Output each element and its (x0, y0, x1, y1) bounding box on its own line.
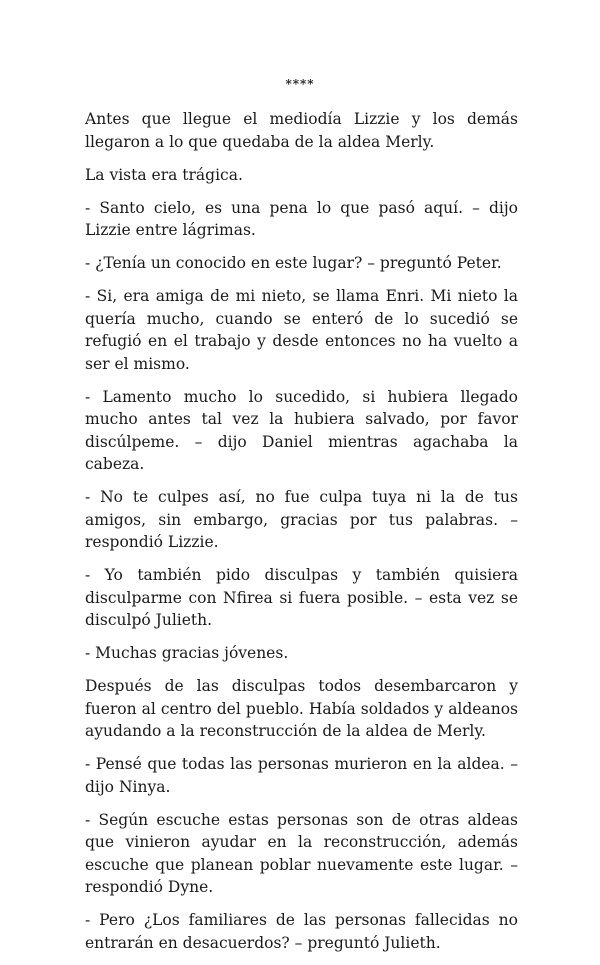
paragraph: - Pero ¿Los familiares de las personas fallecidas no entrarán en desacuerdos? – preguntó Julieth. (85, 911, 518, 952)
paragraph: - No te culpes así, no fue culpa tuya ni la de tus amigos, sin embargo, gracias por tus palabras. – respondió Lizzie. (85, 488, 518, 551)
paragraph: - Muchas gracias jóvenes. (85, 644, 289, 662)
paragraph: Antes que llegue el mediodía Lizzie y los demás llegaron a lo que quedaba de la aldea Merly. (85, 110, 518, 151)
page-body (85, 108, 518, 965)
paragraph: - Si, era amiga de mi nieto, se llama Enri. Mi nieto la quería mucho, cuando se enteró de lo sucedió se refugió en el trabajo y desde entonces no ha vuelto a ser el mismo. (85, 287, 518, 373)
paragraph: Después de las disculpas todos desembarcaron y fueron al centro del pueblo. Había soldados y aldeanos ayudando a la reconstrucción de la aldea de Merly. (85, 677, 518, 740)
paragraph: - Según escuche estas personas son de otras aldeas que vinieron ayudar en la reconstrucción, además escuche que planean poblar nuevamente este lugar. – respondió Dyne. (85, 810, 518, 896)
paragraph: - ¿Tenía un conocido en este lugar? – preguntó Peter. (85, 254, 502, 272)
paragraph: - Santo cielo, es una pena lo que pasó aquí. – dijo Lizzie entre lágrimas. (85, 198, 518, 239)
paragraph: La vista era trágica. (85, 165, 243, 184)
section-divider: **** (285, 77, 315, 91)
paragraph: - Pensé que todas las personas murieron en la aldea. – dijo Ninya. (85, 755, 518, 796)
paragraph: - Lamento mucho lo sucedido, si hubiera llegado mucho antes tal vez la hubiera salvado, por favor discúlpeme. – dijo Daniel mientras agachaba la cabeza. (85, 387, 518, 473)
paragraph: - Yo también pido disculpas y también quisiera disculparme con Nfirea si fuera posible. – esta vez se disculpó Julieth. (85, 566, 518, 629)
